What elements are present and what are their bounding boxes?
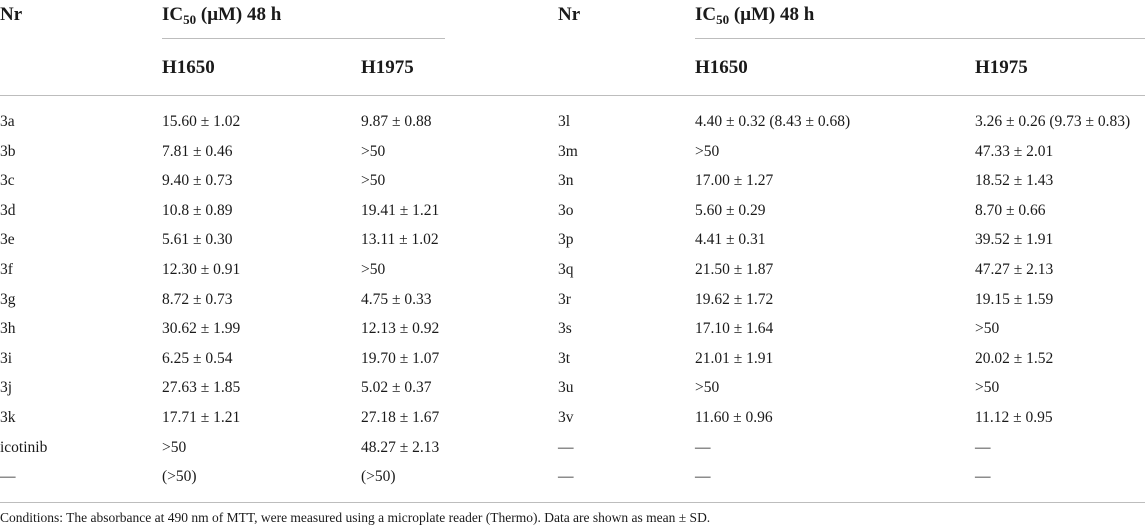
cell-h1650-left: 6.25 ± 0.54 (162, 350, 233, 367)
cell-h1975-left: 19.70 ± 1.07 (361, 350, 440, 367)
cell-h1650-right: — (695, 439, 711, 456)
cell-h1650-right: 4.40 ± 0.32 (8.43 ± 0.68) (695, 113, 851, 130)
cell-nr-right: 3t (558, 350, 571, 367)
cell-nr-right: 3v (558, 409, 574, 426)
col-header-h1650-left: H1650 (162, 57, 215, 78)
cell-h1650-left: 17.71 ± 1.21 (162, 409, 241, 426)
cell-h1650-left: 5.61 ± 0.30 (162, 231, 233, 248)
cell-h1650-right: 21.01 ± 1.91 (695, 350, 774, 367)
col-header-nr-left: Nr (0, 4, 23, 25)
cell-h1975-left: 9.87 ± 0.88 (361, 113, 432, 130)
cell-h1975-left: 13.11 ± 1.02 (361, 231, 439, 248)
cell-h1975-left: 12.13 ± 0.92 (361, 320, 440, 337)
cell-nr-left: 3e (0, 231, 15, 248)
cell-h1650-right: 17.10 ± 1.64 (695, 320, 774, 337)
cell-h1650-left: 12.30 ± 0.91 (162, 261, 241, 278)
cell-h1650-right: 19.62 ± 1.72 (695, 291, 774, 308)
cell-h1650-right: 5.60 ± 0.29 (695, 202, 766, 219)
cell-h1975-right: — (975, 439, 991, 456)
cell-nr-left: 3c (0, 172, 15, 189)
cell-h1975-left: 4.75 ± 0.33 (361, 291, 432, 308)
cell-h1975-right: — (975, 468, 991, 485)
cell-h1650-right: 17.00 ± 1.27 (695, 172, 774, 189)
col-header-h1650-right: H1650 (695, 57, 748, 78)
cell-h1650-right: >50 (695, 379, 720, 396)
cell-h1650-left: 9.40 ± 0.73 (162, 172, 233, 189)
cell-nr-left: 3b (0, 143, 16, 160)
cell-h1650-right: >50 (695, 143, 720, 160)
col-header-nr-right: Nr (558, 4, 581, 25)
cell-h1975-left: 19.41 ± 1.21 (361, 202, 440, 219)
cell-nr-right: 3q (558, 261, 574, 278)
cell-h1975-right: 47.27 ± 2.13 (975, 261, 1054, 278)
header-rule (0, 95, 1145, 96)
cell-h1650-right: — (695, 468, 711, 485)
cell-nr-right: 3r (558, 291, 571, 308)
cell-nr-right: 3u (558, 379, 574, 396)
cell-h1975-right: 18.52 ± 1.43 (975, 172, 1054, 189)
cell-h1975-right: 8.70 ± 0.66 (975, 202, 1046, 219)
cell-h1975-left: 48.27 ± 2.13 (361, 439, 440, 456)
cell-nr-right: — (558, 468, 574, 485)
cell-nr-left: 3j (0, 379, 13, 396)
cell-h1975-right: >50 (975, 320, 1000, 337)
cell-nr-right: — (558, 439, 574, 456)
col-header-h1975-right: H1975 (975, 57, 1028, 78)
cell-h1650-left: 30.62 ± 1.99 (162, 320, 241, 337)
cell-h1975-right: 3.26 ± 0.26 (9.73 ± 0.83) (975, 113, 1131, 130)
cell-nr-left: — (0, 468, 16, 485)
cell-nr-right: 3o (558, 202, 574, 219)
cell-nr-right: 3s (558, 320, 572, 337)
cell-nr-left: 3d (0, 202, 16, 219)
cell-h1975-left: 27.18 ± 1.67 (361, 409, 440, 426)
cell-h1650-left: 27.63 ± 1.85 (162, 379, 241, 396)
cell-h1650-left: 10.8 ± 0.89 (162, 202, 233, 219)
cell-h1650-right: 21.50 ± 1.87 (695, 261, 774, 278)
cell-h1650-left: 8.72 ± 0.73 (162, 291, 233, 308)
cell-nr-left: 3k (0, 409, 16, 426)
cell-nr-right: 3m (558, 143, 578, 160)
spanner-rule-left (162, 38, 445, 39)
cell-nr-left: 3g (0, 291, 16, 308)
cell-h1975-left: >50 (361, 172, 386, 189)
cell-h1975-left: >50 (361, 261, 386, 278)
cell-nr-left: 3f (0, 261, 13, 278)
cell-nr-right: 3n (558, 172, 574, 189)
cell-h1975-right: 20.02 ± 1.52 (975, 350, 1054, 367)
bottom-rule (0, 502, 1145, 503)
cell-nr-left: 3i (0, 350, 13, 367)
cell-h1975-right: 11.12 ± 0.95 (975, 409, 1053, 426)
cell-nr-left: 3h (0, 320, 16, 337)
cell-h1650-left: >50 (162, 439, 187, 456)
cell-h1975-right: 39.52 ± 1.91 (975, 231, 1054, 248)
cell-h1975-left: (>50) (361, 468, 396, 485)
col-header-ic50-left: $IC_{50}$ (μM) 48 h (162, 4, 282, 27)
col-header-h1975-left: H1975 (361, 57, 414, 78)
cell-h1650-left: (>50) (162, 468, 197, 485)
cell-h1650-right: 4.41 ± 0.31 (695, 231, 766, 248)
cell-h1650-left: 15.60 ± 1.02 (162, 113, 241, 130)
cell-h1650-right: 11.60 ± 0.96 (695, 409, 773, 426)
cell-h1975-left: >50 (361, 143, 386, 160)
table-footnote: Conditions: The absorbance at 490 nm of MTT, were measured using a microplate reader (Thermo). Data are shown as mean ± SD. (0, 510, 711, 525)
cell-h1975-right: 47.33 ± 2.01 (975, 143, 1054, 160)
cell-h1975-left: 5.02 ± 0.37 (361, 379, 432, 396)
col-header-ic50-right: $IC_{50}$ (μM) 48 h (695, 4, 815, 27)
spanner-rule-right (695, 38, 1145, 39)
cell-h1975-right: 19.15 ± 1.59 (975, 291, 1054, 308)
cell-nr-left: icotinib (0, 439, 48, 456)
cell-nr-right: 3p (558, 231, 574, 248)
cell-nr-right: 3l (558, 113, 571, 130)
cell-h1975-right: >50 (975, 379, 1000, 396)
cell-nr-left: 3a (0, 113, 15, 130)
cell-h1650-left: 7.81 ± 0.46 (162, 143, 233, 160)
